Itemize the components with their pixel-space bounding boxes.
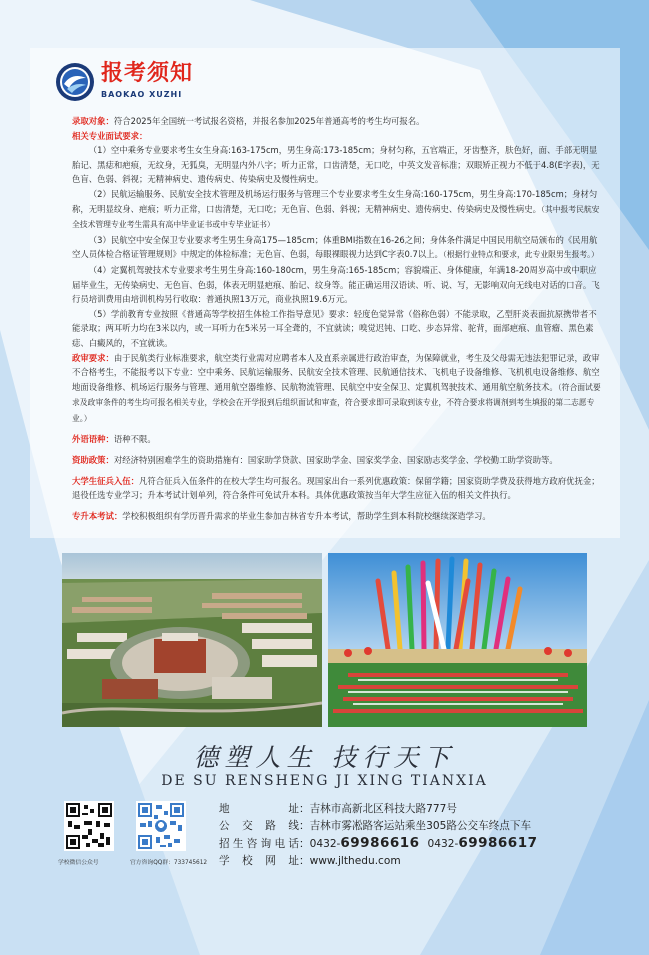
military-paragraph xyxy=(72,474,602,503)
website-colon: ： xyxy=(299,855,310,867)
bus-colon: ： xyxy=(299,820,310,832)
phone-colon: ： xyxy=(299,838,310,850)
language-label: 外语语种： xyxy=(72,434,114,445)
label-char: 学 xyxy=(219,855,230,867)
label-char: 网 xyxy=(265,855,276,867)
label-char: 路 xyxy=(265,820,276,832)
address-colon: ： xyxy=(299,803,310,815)
bus-value: 吉林市雾凇路客运站乘坐305路公交车终点下车 xyxy=(309,820,532,832)
interview-item-3-text: （3）民航空中安全保卫专业要求考生男生身高175—185cm；体重BMI指数在16-26之间；身体条件满足中国民用航空局颁布的《民用航空人员体检合格证管理规则》中规定的体检标准；无色盲、色弱，每眼裸眼视力达到C字表0.7以上。 xyxy=(72,234,598,260)
slogan-pinyin: DE SU RENSHENG JI XING TIANXIA xyxy=(161,773,488,789)
address-label xyxy=(219,801,299,818)
page-title: 报考须知 xyxy=(101,61,194,86)
interview-item-5: （5）学前教育专业按照《普通高等学校招生体检工作指导意见》要求：轻度色觉异常（俗称色弱）不能录取，乙型肝炎表面抗原携带者不能录取；两耳听力均在3米以内，或一耳听力在5米另一耳全聋的，不宜就读；嗅觉迟钝、口吃、步态异常、驼背，面部疤痕、血管瘤、黑色素痣、白癜风的，不宜就读。 xyxy=(72,308,597,348)
label-char: 招 xyxy=(219,838,230,850)
label-char: 电 xyxy=(274,838,286,850)
label-char: 交 xyxy=(242,820,253,832)
label-char: 咨 xyxy=(246,838,258,850)
notice-text xyxy=(72,114,602,523)
label-char: 址 xyxy=(288,803,299,815)
political-label: 政审要求： xyxy=(72,352,114,363)
interview-item-1: （1）空中乘务专业要求考生女生身高:163-175cm，男生身高:173-185cm；身材匀称，五官端正，牙齿整齐，肤色好，面、手部无明显胎记、黑痣和疤痕，无纹身，无狐臭，无明显内外八字；听力正常，口齿清楚，无口吃，中英文发音标准；双眼矫正视力不低于4.8(E字表)，无色盲、色弱、斜视；无精神病史、遗传病史、传染病史及慢性病史。 xyxy=(72,145,600,185)
political-note: （符合面试要求及政审条件的考生均可报名相关专业，学校会在开学报到后组织面试和审查，符合要求即可录取到该专业，不符合要求将调剂到考生填报的第二志愿专业。） xyxy=(72,382,601,423)
school-logo-icon xyxy=(55,62,95,102)
label-char: 址 xyxy=(288,855,299,867)
website-row xyxy=(219,853,538,870)
interview-item-4-note: 飞行员培训费用由培训机构另行收取：普通执照13万元，商业执照19.6万元。 xyxy=(72,279,600,305)
wechat-qr-caption: 学校微信公众号 xyxy=(58,860,99,866)
interview-label: 相关专业面试要求： xyxy=(72,130,148,141)
military-text: 凡符合征兵入伍条件的在校大学生均可报名。现国家出台一系列优惠政策：保留学籍；国家资助学费及获得地方政府优抚金；退役任选专业学习；升本考试计划单列，符合条件可免试升本科。具体优惠政策按当年大学生应征入伍的相关文件执行。 xyxy=(72,475,600,501)
label-char: 校 xyxy=(242,855,253,867)
page-subtitle: BAOKAO XUZHI xyxy=(101,90,183,99)
phone-number-1[interactable]: 69986616 xyxy=(340,835,420,851)
phone-prefix-1: 0432- xyxy=(309,838,341,850)
slogan: 德塑人生 技行天下 xyxy=(193,743,456,772)
upgrade-label: 专升本考试： xyxy=(72,510,123,521)
language-text: 语种不限。 xyxy=(113,434,156,445)
interview-item-4 xyxy=(72,263,602,307)
label-char: 询 xyxy=(260,838,272,850)
address-value: 吉林市高新北区科技大路777号 xyxy=(309,803,457,815)
qq-qr-caption: 官方咨询QQ群：733745612 xyxy=(130,860,208,866)
interview-item-2-text: （2）民航运输服务、民航安全技术管理及机场运行服务与管理三个专业要求考生女生身高:160-175cm，男生身高:170-185cm；身材匀称，无明显纹身、疤痕；听力正常，口齿清楚，无口吃；无色盲、色弱、斜视；无精神病史、遗传病史、传染病史及慢性病史。 xyxy=(72,188,598,214)
label-char: 线 xyxy=(288,820,299,832)
bus-row xyxy=(219,818,538,835)
political-paragraph xyxy=(72,351,602,427)
bus-label xyxy=(219,818,299,835)
website-label xyxy=(219,853,299,870)
contact-info xyxy=(219,801,538,870)
label-char: 公 xyxy=(219,820,230,832)
aid-text: 对经济特别困难学生的资助措施有：国家助学贷款、国家助学金、国家奖学金、国家励志奖学金、学校勤工助学资助等。 xyxy=(113,455,558,466)
military-label: 大学生征兵入伍： xyxy=(72,475,139,486)
phone-label xyxy=(219,836,299,853)
campus-aerial-photo xyxy=(62,553,322,727)
qq-group-qr-code-icon xyxy=(136,801,186,851)
label-char: 话 xyxy=(288,838,299,850)
phone-number-2[interactable]: 69986617 xyxy=(458,835,538,851)
target-text: 符合2025年全国统一考试报名资格，并报名参加2025年普通高考的考生均可报名。 xyxy=(113,116,425,126)
address-row xyxy=(219,801,538,818)
label-char: 生 xyxy=(232,838,244,850)
interview-item-3 xyxy=(72,233,602,263)
phone-prefix-2: 0432- xyxy=(427,838,459,850)
label-char: 地 xyxy=(219,803,230,815)
ceremony-flags-photo xyxy=(328,553,587,727)
upgrade-text: 学校积极组织有学历晋升需求的毕业生参加吉林省专升本考试，帮助学生到本科院校继续深造学习。 xyxy=(122,510,491,521)
interview-item-2-note: （其中报考民航安全技术管理专业考生需具有高中毕业证书或中专毕业证书） xyxy=(72,204,600,230)
aid-paragraph xyxy=(72,453,602,468)
interview-item-2 xyxy=(72,187,602,233)
interview-item-3-note: （根据行业特点和要求，此专业限男生报考。） xyxy=(442,250,599,260)
phone-row xyxy=(219,835,538,853)
aid-label: 资助政策： xyxy=(72,455,114,466)
website-link[interactable]: www.jlthedu.com xyxy=(309,855,401,867)
target-label: 录取对象： xyxy=(72,116,114,126)
upgrade-paragraph xyxy=(72,509,602,524)
interview-item-4-text: （4）定翼机驾驶技术专业要求考生男生身高:160-180cm，男生身高:165-185cm；容貌端正、身体健康，年满18-20周岁高中或中职应届毕业生，无传染病史、无色盲、色弱，体表无明显疤痕、胎记、纹身等。能正确运用汉语读、听、说、写，无影响双向无线电对话的口音。 xyxy=(72,264,597,290)
target-paragraph xyxy=(72,114,602,129)
political-text: 由于民航类行业标准要求，航空类行业需对应聘者本人及直系亲属进行政治审查，为保障就业，考生及父母需无违法犯罪记录，政审不合格考生，不能报考以下专业：空中乘务、民航运输服务、民航安全技术管理、民航通信技术、飞机电子设备维修、飞机机电设备维修、航空地面设备维修、机场运行服务与管理、通用航空器维修、民航物流管理、民航空中安全保卫、定翼机驾驶技术、通用航空航务技术。 xyxy=(72,352,600,392)
language-paragraph xyxy=(72,432,602,447)
wechat-qr-code-icon xyxy=(64,801,114,851)
